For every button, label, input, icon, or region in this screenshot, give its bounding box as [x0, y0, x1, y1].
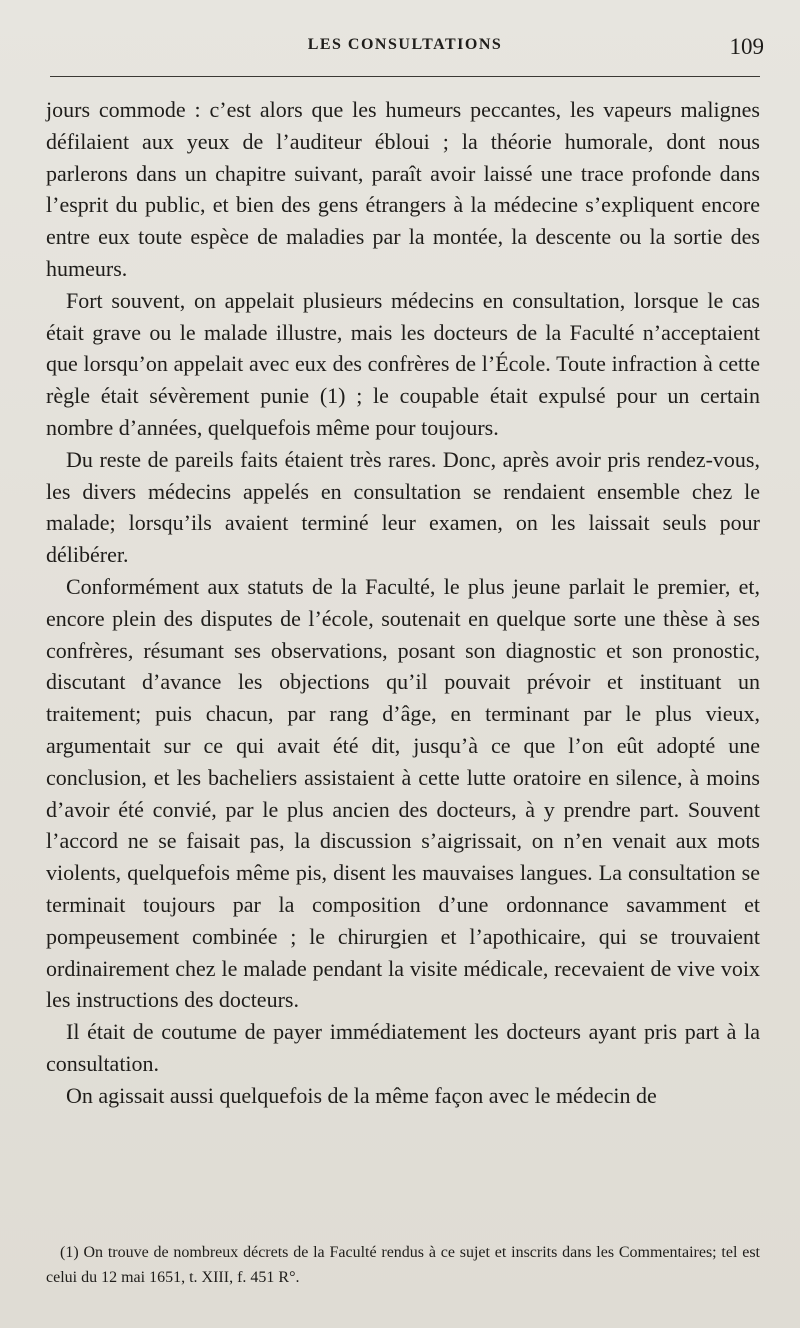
footnote: (1) On trouve de nombreux décrets de la Faculté rendus à ce sujet et inscrits dans les Commentaires; tel est celui du 12 mai 1651, t. XIII, f. 451 R°.	[46, 1244, 760, 1286]
header-rule	[50, 76, 760, 77]
running-title: LES CONSULTATIONS	[307, 36, 503, 53]
paragraph-2: Fort souvent, on appelait plusieurs médecins en consultation, lorsque le cas était grave ou le malade illustre, mais les docteurs de la Faculté n’acceptaient que lorsqu’on appelait avec eux des confrères de l’École. Toute infraction à cette règle était sévèrement punie (1) ; le coupable était expulsé pour un certain nombre d’années, quelquefois même pour toujours.	[46, 287, 760, 440]
paragraph-5: Il était de coutume de payer immédiatement les docteurs ayant pris part à la consultation.	[46, 1019, 760, 1076]
paragraph-6: On agissait aussi quelquefois de la même façon avec le médecin de	[66, 1082, 657, 1108]
page-number: 109	[729, 34, 764, 59]
body-text	[46, 94, 760, 1112]
paragraph-1: jours commode : c’est alors que les humeurs peccantes, les vapeurs malignes défilaient aux yeux de l’auditeur ébloui ; la théorie humorale, dont nous parlerons dans un chapitre suivant, paraît avoir laissé une trace profonde dans l’esprit du public, et bien des gens étrangers à la médecine s’expliquent encore entre eux toute espèce de maladies par la montée, la descente ou la sortie des humeurs.	[46, 97, 760, 281]
paragraph-3: Du reste de pareils faits étaient très rares. Donc, après avoir pris rendez-vous, les divers médecins appelés en consultation se rendaient ensemble chez le malade; lorsqu’ils avaient terminé leur examen, on les laissait seuls pour délibérer.	[46, 446, 760, 568]
page-header	[46, 28, 764, 68]
paragraph-4: Conformément aux statuts de la Faculté, le plus jeune parlait le premier, et, encore plein des disputes de l’école, soutenait en quelque sorte une thèse à ses confrères, résumant ses observations, posant son diagnostic et son pronostic, discutant d’avance les objections qu’il pouvait prévoir et instituant un traitement; puis chacun, par rang d’âge, en terminant par le plus vieux, argumentait sur ce qui avait été dit, jusqu’à ce que l’on eût adopté une conclusion, et les bacheliers assistaient à cette lutte oratoire en silence, à moins d’avoir été convié, par le plus ancien des docteurs, à y prendre part. Souvent l’accord ne se faisait pas, la discussion s’aigrissait, on n’en venait aux mots violents, quelquefois même pis, disent les mauvaises langues. La consultation se terminait toujours par la composition d’une ordonnance savamment et pompeusement combinée ; le chirurgien et l’apothicaire, qui se trouvaient ordinairement chez le malade pendant la visite médicale, recevaient de vive voix les instructions des docteurs.	[46, 573, 760, 1013]
